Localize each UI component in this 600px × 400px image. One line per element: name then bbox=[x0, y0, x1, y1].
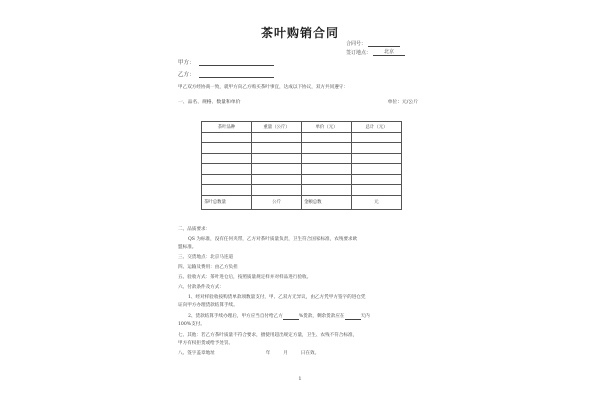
total-amount-unit[interactable]: 元 bbox=[352, 195, 402, 209]
section4-transport: 四、运输及费用：由乙方负担 bbox=[178, 265, 238, 270]
table-cell[interactable] bbox=[202, 185, 252, 196]
section8-day: 日在效。 bbox=[300, 351, 320, 356]
section8-month: 月 bbox=[283, 351, 288, 356]
table-cell[interactable] bbox=[302, 153, 352, 164]
table-total-row bbox=[202, 195, 402, 209]
total-quantity-unit[interactable]: 公斤 bbox=[252, 195, 302, 209]
section6-item2-line2: 100%支付。 bbox=[178, 322, 205, 327]
table-cell[interactable] bbox=[352, 174, 402, 185]
section7-line2: 甲方有权拒货或给予处罚。 bbox=[178, 341, 234, 346]
section8-row bbox=[178, 350, 424, 357]
goods-table bbox=[201, 121, 402, 210]
header-tea-variety: 茶叶品种 bbox=[202, 122, 252, 133]
table-row bbox=[202, 132, 402, 143]
table-cell[interactable] bbox=[352, 185, 402, 196]
section2-text-line1: QS 为标准，没有任何夹带，乙方对茶叶质量负责，卫生符合国家标准，农残要求欧 bbox=[188, 237, 358, 242]
table-cell[interactable] bbox=[302, 132, 352, 143]
section6-item2-prefix: 2、货款结算手续办理后，甲方应当自付给乙方 bbox=[188, 314, 283, 319]
table-cell[interactable] bbox=[352, 153, 402, 164]
table-cell[interactable] bbox=[252, 143, 302, 154]
intro-paragraph: 甲乙双方经协商一致，就甲方向乙方购买茶叶事宜，达成以下协议，双方共同遵守： bbox=[178, 85, 348, 90]
page-number: 1 bbox=[298, 376, 302, 382]
table-cell[interactable] bbox=[252, 153, 302, 164]
contract-title: 茶叶购销合同 bbox=[260, 26, 339, 40]
party-a-field[interactable] bbox=[199, 59, 274, 66]
section7-line1: 七、其他：若乙方茶叶质量不符合要求，擅使用超出规定方量，卫生、农残不符合标准， bbox=[178, 333, 358, 338]
table-cell[interactable] bbox=[202, 132, 252, 143]
section1-heading bbox=[178, 98, 418, 105]
section6-item2-middle: %货款，剩余货款应在 bbox=[298, 314, 345, 319]
table-cell[interactable] bbox=[252, 174, 302, 185]
table-row bbox=[202, 153, 402, 164]
table-cell[interactable] bbox=[202, 164, 252, 175]
section8-year: 年 bbox=[265, 351, 271, 356]
party-b-label: 乙方： bbox=[178, 72, 195, 78]
table-cell[interactable] bbox=[202, 143, 252, 154]
contract-number-field[interactable] bbox=[368, 46, 400, 47]
section2-label: 二、品质要求： bbox=[178, 227, 211, 232]
total-quantity-label: 茶叶总数量 bbox=[202, 195, 252, 209]
table-cell[interactable] bbox=[352, 143, 402, 154]
party-a-row bbox=[178, 58, 274, 66]
table-cell[interactable] bbox=[252, 164, 302, 175]
section6-item2-suffix: 天内 bbox=[360, 314, 370, 319]
party-a-label: 甲方： bbox=[178, 60, 195, 66]
section1-label: 一、品名、规格、数量和单价 bbox=[178, 100, 241, 105]
table-cell[interactable] bbox=[352, 164, 402, 175]
table-row bbox=[202, 174, 402, 185]
section1-unit: 单位：元/公斤 bbox=[387, 100, 418, 105]
table-cell[interactable] bbox=[302, 185, 352, 196]
table-row bbox=[202, 164, 402, 175]
days-field[interactable] bbox=[345, 314, 361, 320]
section6-item1-line1: 1、经对样验收按购货单款项数量支付，甲、乙双方无异议，由乙方凭甲方签字的进仓凭 bbox=[188, 295, 366, 300]
contract-number-label: 合同号： bbox=[346, 41, 367, 47]
table-cell[interactable] bbox=[352, 132, 402, 143]
section8-label: 八、签字盖章地址 bbox=[178, 351, 215, 356]
party-b-field[interactable] bbox=[199, 71, 274, 78]
percent-field[interactable] bbox=[283, 314, 299, 320]
table-cell[interactable] bbox=[202, 174, 252, 185]
table-cell[interactable] bbox=[202, 153, 252, 164]
sign-place-value[interactable]: 北京 bbox=[373, 48, 405, 56]
section5-inspection: 五、验收方式：茶叶进仓后，按照质量规定样并对样品进行验收。 bbox=[178, 275, 312, 280]
header-total: 总计（元） bbox=[352, 122, 402, 133]
table-cell[interactable] bbox=[302, 164, 352, 175]
contract-number-row bbox=[346, 40, 400, 47]
table-cell[interactable] bbox=[252, 185, 302, 196]
header-unit-price: 单价（元） bbox=[302, 122, 352, 133]
sign-place-row bbox=[346, 48, 405, 56]
table-cell[interactable] bbox=[302, 143, 352, 154]
section6-label: 六、付款条件及方式： bbox=[178, 285, 224, 290]
total-amount-label: 金额总数 bbox=[302, 195, 352, 209]
section3-delivery: 三、交货地点：北京马连道 bbox=[178, 255, 234, 260]
table-cell[interactable] bbox=[252, 132, 302, 143]
table-row bbox=[202, 185, 402, 196]
table-row bbox=[202, 143, 402, 154]
section6-item1-line2: 证向甲方办理货款结算手续。 bbox=[178, 303, 238, 308]
table-header-row bbox=[202, 122, 402, 133]
section2-text-line2: 盟标准。 bbox=[178, 245, 197, 250]
contract-page bbox=[168, 14, 432, 388]
party-b-row bbox=[178, 70, 274, 78]
header-weight: 重量（公斤） bbox=[252, 122, 302, 133]
section6-item2-line1 bbox=[188, 313, 424, 320]
sign-place-label: 签订地点： bbox=[346, 50, 372, 56]
table-cell[interactable] bbox=[302, 174, 352, 185]
